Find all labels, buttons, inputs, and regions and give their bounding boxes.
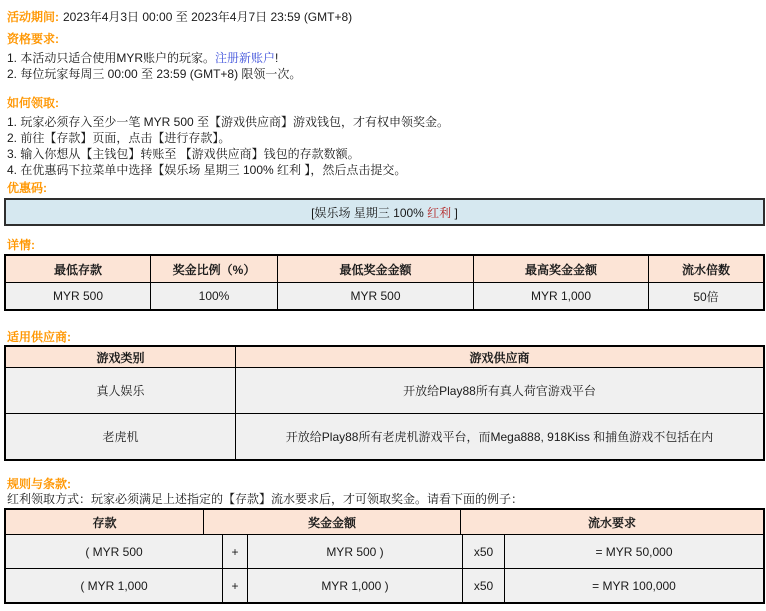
details-table-data-row	[6, 282, 763, 309]
providers-row-slots	[6, 413, 763, 459]
promotion-period-label: 活动期间:	[7, 10, 59, 24]
promo-code-text-red: 红利	[427, 205, 452, 220]
promo-code-text	[311, 204, 458, 221]
example-header-turnover-requirement: 流水要求	[460, 510, 763, 534]
example-row2-total: = MYR 100,000	[504, 569, 763, 602]
turnover-example-table	[4, 508, 765, 604]
example-row2-multiplier: x50	[462, 569, 504, 602]
details-header-bonus-rate: 奖金比例（%）	[150, 256, 277, 282]
example-header-deposit: 存款	[6, 510, 203, 534]
example-row1-plus: +	[222, 535, 247, 568]
details-header-turnover: 流水倍数	[648, 256, 763, 282]
claim-step-1: 1. 玩家必须存入至少一笔 MYR 500 至【游戏供应商】游戏钱包，才有权申领奖金。	[7, 115, 450, 129]
providers-cell-live-casino-category: 真人娱乐	[6, 368, 235, 413]
example-row-2	[6, 568, 763, 602]
example-row1-total: = MYR 50,000	[504, 535, 763, 568]
details-cell-min-bonus: MYR 500	[277, 283, 473, 309]
details-table-header-row	[6, 256, 763, 282]
providers-table-header-row	[6, 347, 763, 367]
how-to-claim-section-label: 如何领取:	[7, 96, 59, 110]
promo-page	[0, 8, 766, 604]
example-row1-deposit: ( MYR 500	[6, 535, 222, 568]
providers-cell-slots-provider: 开放给Play88所有老虎机游戏平台，而Mega888, 918Kiss 和捕鱼游戏不包括在内	[235, 414, 763, 459]
example-header-bonus: 奖金金额	[203, 510, 460, 534]
claim-step-2: 2. 前往【存款】页面，点击【进行存款】。	[7, 131, 231, 145]
eligibility-item-2: 2. 每位玩家每周三 00:00 至 23:59 (GMT+8) 限领一次。	[7, 67, 302, 81]
providers-cell-live-casino-provider: 开放给Play88所有真人荷官游戏平台	[235, 368, 763, 413]
promo-code-text-prefix: [娱乐场 星期三 100%	[311, 205, 428, 220]
register-account-link[interactable]: 注册新账户	[215, 51, 276, 65]
eligibility-list	[7, 50, 766, 82]
example-row1-multiplier: x50	[462, 535, 504, 568]
example-row-1	[6, 534, 763, 568]
eligibility-section-label: 资格要求:	[7, 32, 59, 46]
providers-header-category: 游戏类别	[6, 347, 235, 367]
promotion-period-line	[7, 8, 766, 26]
eligibility-item-1-text: 1. 本活动只适合使用MYR账户的玩家。	[7, 51, 216, 65]
providers-header-provider: 游戏供应商	[235, 347, 763, 367]
details-cell-min-deposit: MYR 500	[6, 283, 150, 309]
promo-code-box	[4, 198, 765, 226]
providers-table	[4, 345, 765, 461]
claim-step-3: 3. 输入你想从【主钱包】转账至 【游戏供应商】钱包的存款数额。	[7, 147, 360, 161]
details-cell-max-bonus: MYR 1,000	[473, 283, 648, 309]
example-row2-plus: +	[222, 569, 247, 602]
details-table	[4, 254, 765, 311]
example-row1-bonus: MYR 500 )	[247, 535, 462, 568]
details-header-min-bonus: 最低奖金金额	[277, 256, 473, 282]
details-section-label: 详情:	[7, 238, 35, 252]
promo-code-text-suffix: ]	[451, 205, 458, 220]
rules-section-label: 规则与条款:	[7, 477, 71, 491]
example-row2-deposit: ( MYR 1,000	[6, 569, 222, 602]
example-table-header-row	[6, 510, 763, 534]
providers-section-label: 适用供应商:	[7, 330, 71, 344]
eligibility-item-1	[7, 50, 766, 66]
details-cell-bonus-rate: 100%	[150, 283, 277, 309]
example-row2-bonus: MYR 1,000 )	[247, 569, 462, 602]
promo-code-section-label: 优惠码:	[7, 181, 47, 195]
claim-step-4: 4. 在优惠码下拉菜单中选择【娱乐场 星期三 100% 红利 】，然后点击提交。	[7, 163, 407, 177]
details-cell-turnover: 50倍	[648, 283, 763, 309]
details-header-min-deposit: 最低存款	[6, 256, 150, 282]
details-header-max-bonus: 最高奖金金额	[473, 256, 648, 282]
providers-row-live-casino	[6, 367, 763, 413]
eligibility-item-1-suffix: !	[275, 51, 279, 65]
how-to-claim-list	[7, 114, 766, 178]
promotion-period-value: 2023年4月3日 00:00 至 2023年4月7日 23:59 (GMT+8)	[63, 10, 353, 24]
rules-description: 红利领取方式：玩家必须满足上述指定的【存款】流水要求后，才可领取奖金。请看下面的例子：	[7, 492, 524, 506]
providers-cell-slots-category: 老虎机	[6, 414, 235, 459]
